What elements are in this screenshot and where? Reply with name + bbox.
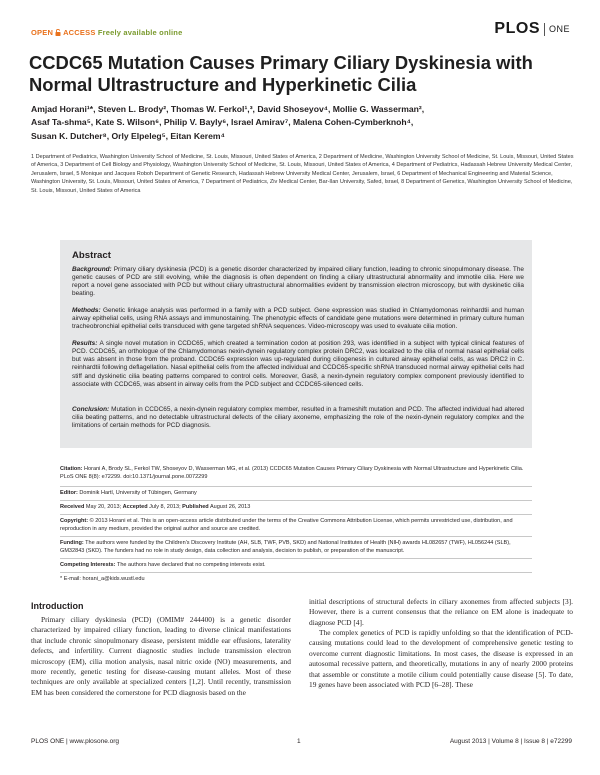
publication-dates [60, 504, 532, 512]
contact-email: * E-mail: horani_a@kids.wustl.edu [60, 576, 145, 582]
journal-name: PLOS [494, 20, 540, 37]
published-date: August 26, 2013 [209, 504, 251, 510]
meta-divider [60, 558, 532, 559]
citation [60, 466, 532, 481]
copyright-text: © 2013 Horani et al. This is an open-access article distributed under the terms of the Creative Commons Attribution License, which permits unrestricted use, distribution, and reproduction in any medium, provided the original author and source are credited. [60, 518, 513, 532]
editor-text: Dominik Hartl, University of Tübingen, Germany [79, 490, 197, 496]
abstract-conclusion [72, 406, 524, 430]
meta-divider [60, 500, 532, 501]
access-label: ACCESS [63, 28, 96, 37]
abstract-methods [72, 307, 524, 331]
accepted-date: July 8, 2013; [149, 504, 181, 510]
competing-label: Competing Interests: [60, 562, 116, 568]
results-text: A single novel mutation in CCDC65, which created a termination codon at position 293, was identified in a subject with typical clinical features of PCD. CCDC65, an orthologue of the Chlamydomonas nexin-dynein regulatory complex protein DRC2, was localized to the cilia of normal nasal epithelial cells but was absent in those from the proband. CCDC65 expression was up-regulated during ciliogenesis in cultured airway epithelial cells, as was DRC2 in C. reinhardtii following deflagellation. Nasal epithelial cells from the affected individual and CCDC65-specific shRNA transduced normal airway epithelial cells had stiff and dyskinetic cilia beating patterns compared to control cells. Moreover, Gas8, a nexin-dynein regulatory complex component previously identified to associate with CCDC65, was absent in airway cells from the PCD subject and CCDC65-silenced cells. [72, 340, 524, 388]
citation-label: Citation: [60, 466, 83, 472]
methods-text: Genetic linkage analysis was performed in a family with a PCD subject. Gene expression was studied in Chlamydomonas reinhardtii and human airway epithelial cells, using RNA assays and immunostaining. The phenotypic effects of candidate gene mutations were determined in primary culture human tracheobronchial epithelial cells transduced with gene targeted shRNA sequences. Video-microscopy was used to evaluate cilia motion. [72, 307, 524, 331]
meta-divider [60, 486, 532, 487]
methods-label: Methods: [72, 307, 101, 314]
competing-interests [60, 562, 532, 570]
copyright-label: Copyright: [60, 518, 89, 524]
author-line-2: Asaf Ta-shma⁵, Kate S. Wilson⁶, Philip V. Bayly⁶, Israel Amirav⁷, Malena Cohen-Cymberknoh⁴, [31, 117, 414, 128]
editor [60, 490, 532, 498]
author-list [31, 103, 576, 143]
accepted-label: Accepted [122, 504, 148, 510]
published-label: Published [182, 504, 209, 510]
intro-right-paragraph-2: The complex genetics of PCD is rapidly unfolding so that the identification of PCD-causing mutations could lead to the development of comprehensive genetic testing to overcome current diagnostic limitations. In most cases, the disease is expressed in an autosomal recessive pattern, and theoretically, mutations in any of nearly 2000 proteins that assemble or constitute a motile cilium could potentially cause disease [5]. To date, 19 genes have been associated with PCD [6–28]. These [309, 628, 573, 690]
logo-divider [544, 23, 545, 36]
funding-label: Funding: [60, 540, 84, 546]
abstract-background [72, 266, 524, 299]
results-label: Results: [72, 340, 98, 347]
freely-available-label: Freely available online [97, 28, 183, 37]
meta-divider [60, 572, 532, 573]
meta-divider [60, 514, 532, 515]
conclusion-text: Mutation in CCDC65, a nexin-dynein regulatory complex member, resulted in a frameshift mutation and PCD. The affected individual had altered cilia beating patterns, and no detectable ultrastructural defects of the ciliary axoneme, emphasizing the role of the nexin-dynein regulatory complex and the limitations of certain methods for PCD diagnosis. [72, 406, 525, 430]
intro-left-paragraph: Primary ciliary dyskinesia (PCD) (OMIM# 244400) is a genetic disorder characterized by impaired ciliary function, leading to diverse clinical manifestations that include chronic sinopulmonary disease, persistent middle ear effusions, laterality defects, and infertility. Current diagnostic studies include transmission electron microscopy (EM), cilia motion analysis, nasal nitric oxide (NO) measurements, and more recently, genetic testing for disease-causing mutant alleles. Most of these techniques are only available at specialized centers [1,2]. Until recently, transmission EM has been considered the cornerstone for PCD diagnosis based on the [31, 615, 291, 697]
conclusion-label: Conclusion: [72, 406, 110, 413]
background-text: Primary ciliary dyskinesia (PCD) is a genetic disorder characterized by impaired ciliary function, leading to chronic sinopulmonary disease. The genetic causes of PCD are still evolving, while the diagnosis is often dependent on finding a ciliary ultrastructural abnormality and immotile cilia. Here we report a novel gene associated with PCD but without ciliary ultrastructural abnormalities evident by transmission electron microscopy, but with dyskinetic cilia beating. [72, 266, 524, 298]
article-title: CCDC65 Mutation Causes Primary Ciliary Dyskinesia with Normal Ultrastructure and Hyperkinetic Cilia [29, 52, 533, 95]
journal-suffix: ONE [548, 24, 570, 34]
journal-logo [494, 20, 570, 38]
funding-text: The authors were funded by the Children's Discovery Institute (AH, SLB, TWF, PVB, SKD) and National Institutes of Health (NIH) awards HL082657 (TWF), HL056244 (SLB), GM32843 (SKD). The funders had no role in study design, data collection and analysis, decision to publish, or preparation of the manuscript. [60, 540, 511, 554]
background-label: Background: [72, 266, 112, 273]
open-label: OPEN [31, 28, 54, 37]
abstract-results [72, 340, 524, 389]
received-label: Received [60, 504, 85, 510]
open-access-banner [31, 28, 182, 37]
citation-text: Horani A, Brody SL, Ferkol TW, Shoseyov D, Wasserman MG, et al. (2013) CCDC65 Mutation Causes Primary Ciliary Dyskinesia with Normal Ultrastructure and Hyperkinetic Cilia. PLoS ONE 8(8): e72299. doi:10.1371/journal.pone.0072299 [60, 466, 524, 480]
footer-issue: August 2013 | Volume 8 | Issue 8 | e72299 [449, 738, 572, 745]
meta-divider [60, 536, 532, 537]
funding [60, 540, 532, 555]
copyright [60, 518, 532, 533]
intro-right-paragraph-1: initial descriptions of structural defects in ciliary axonemes from affected subjects [3]. However, there is a current consensus that the reliance on EM alone is inadequate to diagnose PCD [4]. [309, 597, 573, 627]
open-access-lock-icon [55, 29, 61, 36]
affiliations: 1 Department of Pediatrics, Washington University School of Medicine, St. Louis, Missouri, United States of America, 2 Department of Medicine, Washington University School of Medicine, St. Louis, Missouri, United States of America, 3 Department of Cell Biology and Physiology, Washington University School of Medicine, St. Louis, Missouri, United States of America, 4 Department of Pediatrics, Hadassah Hebrew University Medical Center, Jerusalem, Israel, 5 Monique and Jacques Roboh Department of Genetic Research, Hadassah Hebrew University Medical Center, Jerusalem, Israel, 6 Department of Mechanical Engineering and Material Science, Washington University, St. Louis, Missouri, United States of America, 7 Department of Pediatrics, Ziv Medical Center, Bar-Ilan University, Safed, Israel, 8 Department of Genetics, Washington University School of Medicine, St. Louis, Missouri, United States of America [31, 154, 574, 194]
competing-text: The authors have declared that no competing interests exist. [116, 562, 266, 568]
editor-label: Editor: [60, 490, 78, 496]
page-number: 1 [297, 738, 301, 745]
author-line-1: Amjad Horani¹*, Steven L. Brody², Thomas W. Ferkol¹,³, David Shoseyov⁴, Mollie G. Wasserman², [31, 104, 425, 114]
received-date: May 20, 2013; [85, 504, 122, 510]
footer-journal: PLOS ONE | www.plosone.org [31, 738, 120, 745]
author-line-3: Susan K. Dutcher⁸, Orly Elpeleg⁵, Eitan Kerem⁴ [31, 130, 225, 141]
abstract-heading: Abstract [72, 250, 111, 261]
introduction-heading: Introduction [31, 601, 84, 611]
